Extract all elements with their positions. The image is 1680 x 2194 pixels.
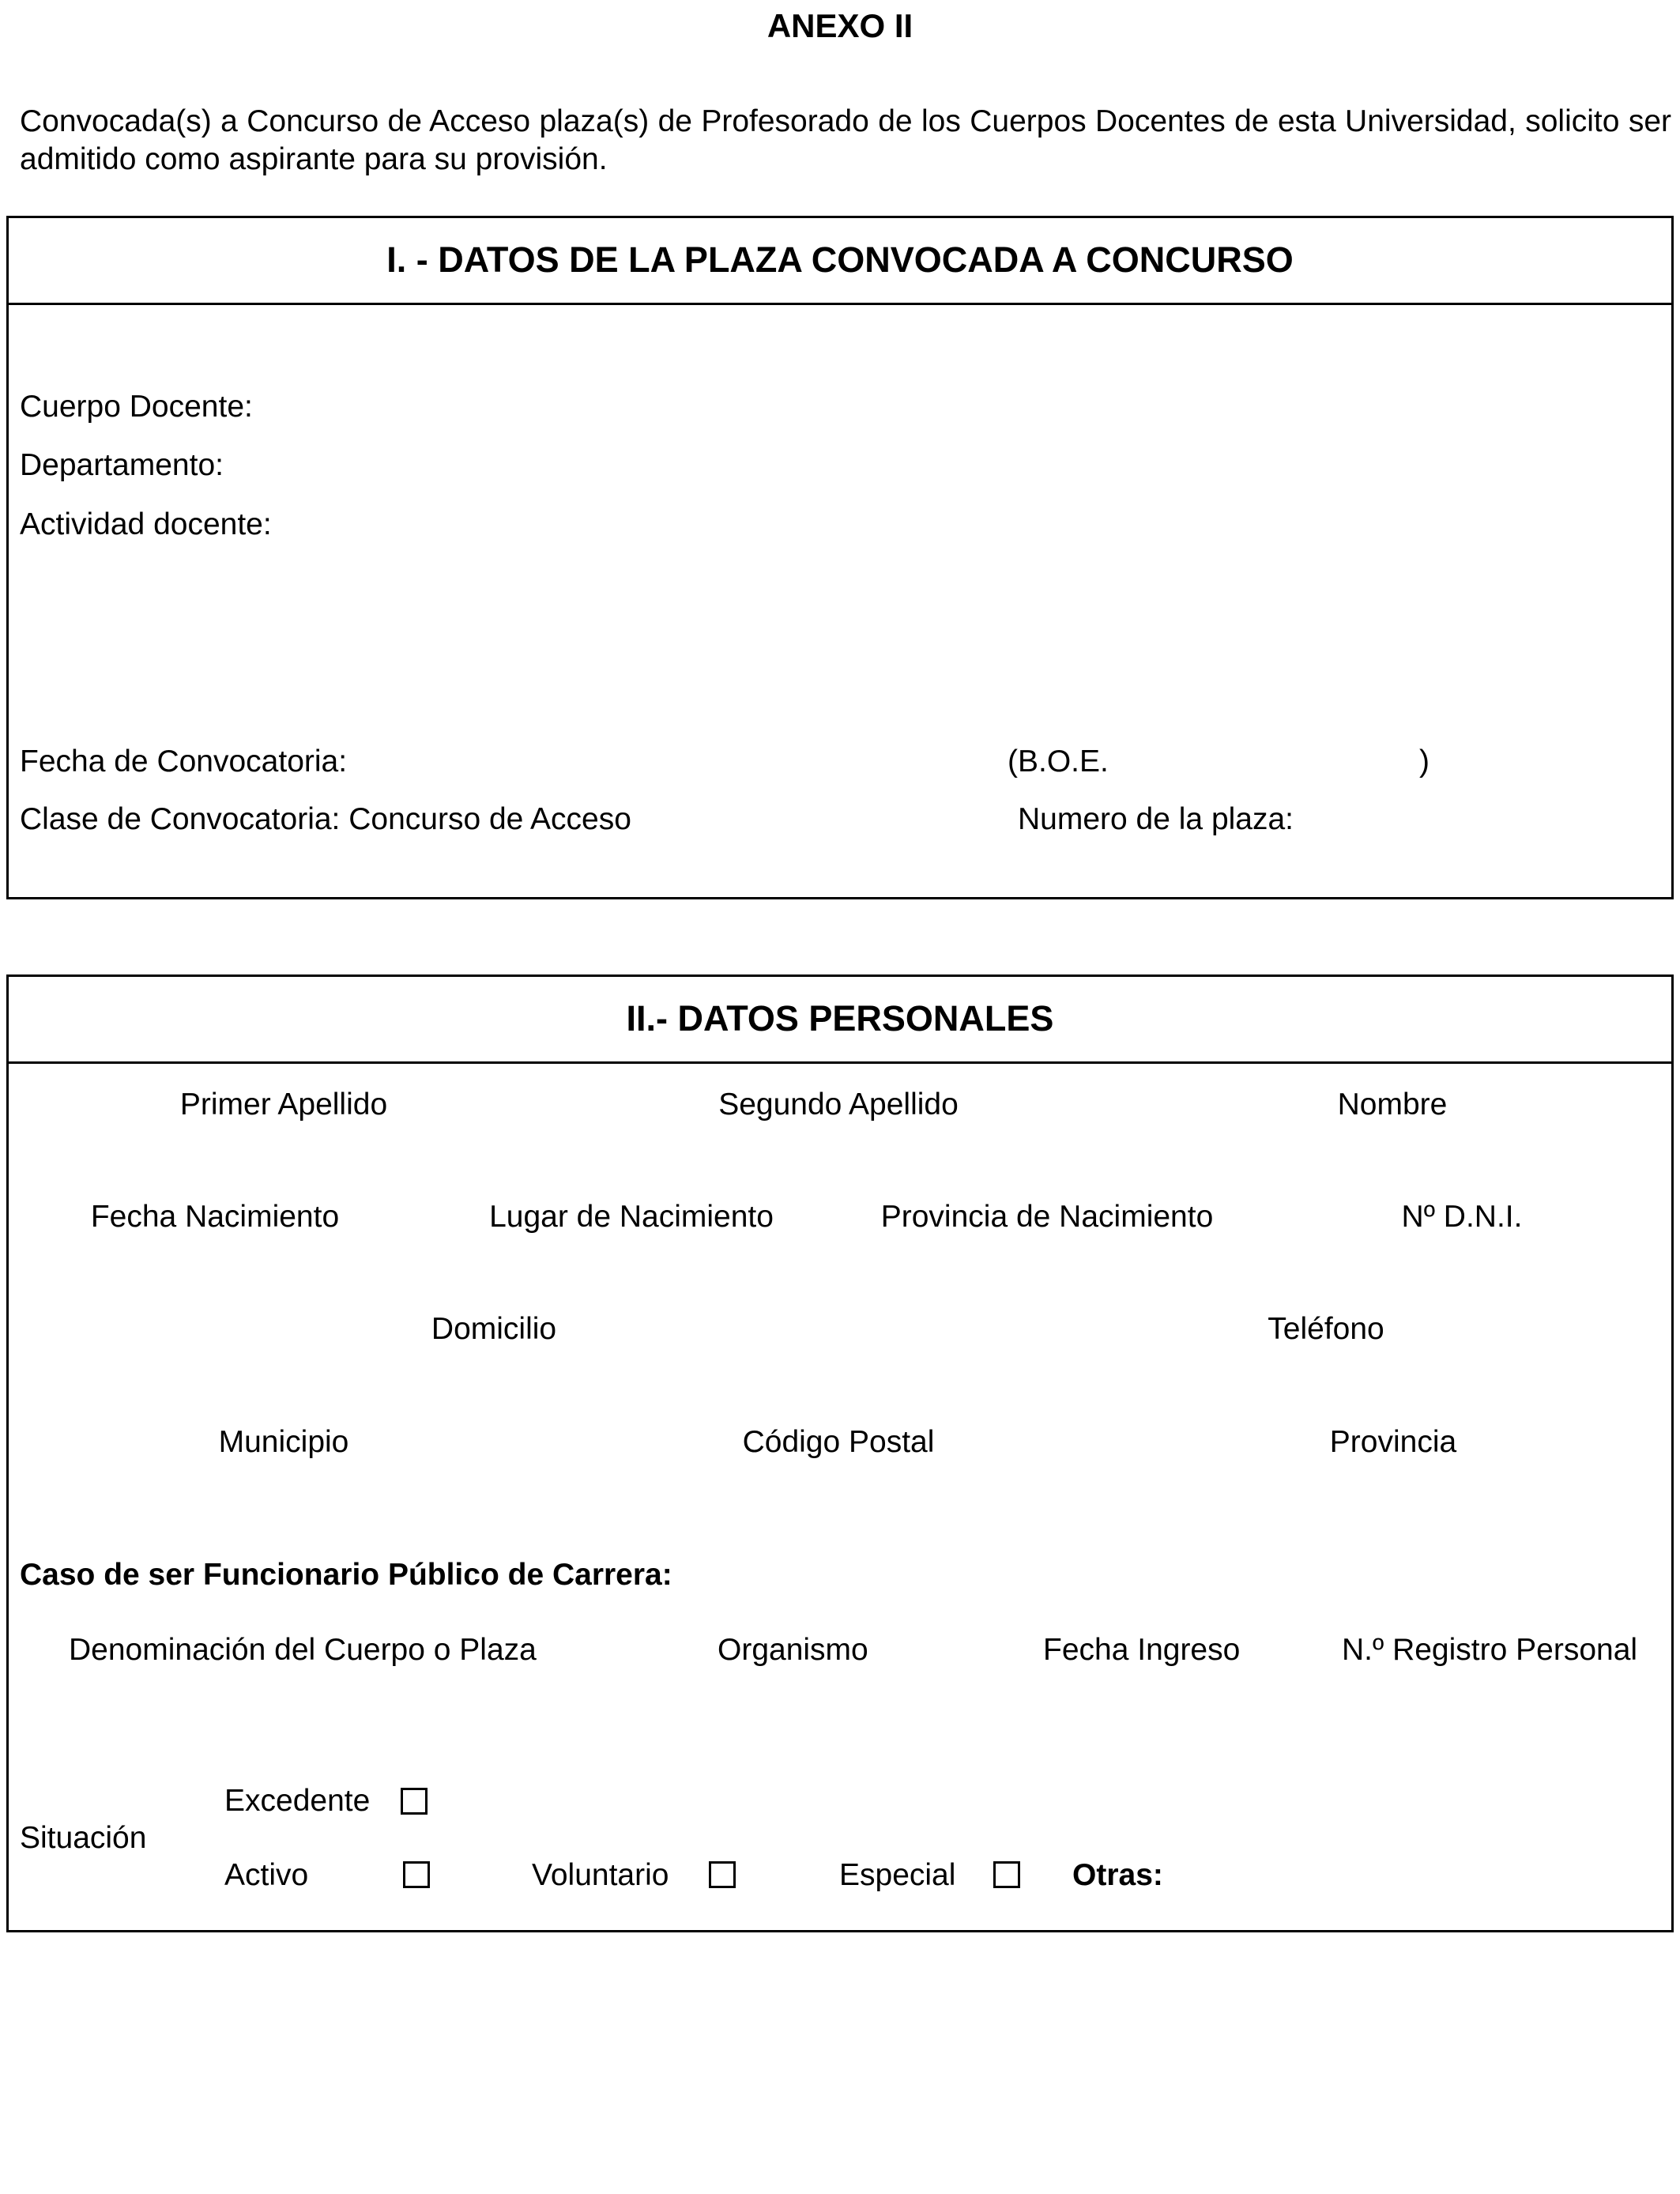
boe-close-paren: ) <box>1419 745 1430 778</box>
excedente-checkbox[interactable] <box>401 1788 428 1815</box>
municipio-label: Municipio <box>218 1425 349 1459</box>
actividad-docente-label: Actividad docente: <box>20 507 272 541</box>
boe-label: (B.O.E. <box>1008 745 1109 778</box>
dni-label: Nº D.N.I. <box>1401 1200 1523 1234</box>
departamento-label: Departamento: <box>20 448 224 482</box>
fecha-nacimiento-label: Fecha Nacimiento <box>90 1200 340 1234</box>
activo-label: Activo <box>224 1858 309 1892</box>
section-plaza-divider <box>6 303 1674 305</box>
funcionario-heading: Caso de ser Funcionario Público de Carrera: <box>20 1558 672 1592</box>
section-plaza-heading: I. - DATOS DE LA PLAZA CONVOCADA A CONCURSO <box>386 239 1294 280</box>
nombre-label: Nombre <box>1337 1088 1448 1122</box>
excedente-label: Excedente <box>224 1784 371 1818</box>
section-personales-heading: II.- DATOS PERSONALES <box>626 998 1054 1039</box>
primer-apellido-label: Primer Apellido <box>179 1088 388 1122</box>
domicilio-label: Domicilio <box>431 1312 557 1346</box>
section-personales-divider <box>6 1061 1674 1064</box>
intro-paragraph: Convocada(s) a Concurso de Acceso plaza(s) de Profesorado de los Cuerpos Docentes de esta Universidad, solicito ser admitido como aspirante para su provisión. <box>20 104 1671 176</box>
clase-convocatoria-label: Clase de Convocatoria: Concurso de Acceso <box>20 802 631 836</box>
organismo-label: Organismo <box>718 1633 868 1667</box>
provincia-label: Provincia <box>1329 1425 1457 1459</box>
activo-checkbox[interactable] <box>403 1861 430 1888</box>
especial-label: Especial <box>839 1858 956 1892</box>
cuerpo-docente-label: Cuerpo Docente: <box>20 390 253 424</box>
situacion-label: Situación <box>20 1821 147 1855</box>
otras-label: Otras: <box>1072 1858 1163 1892</box>
telefono-label: Teléfono <box>1268 1312 1384 1346</box>
fecha-convocatoria-label: Fecha de Convocatoria: <box>20 745 348 778</box>
codigo-postal-label: Código Postal <box>742 1425 935 1459</box>
especial-checkbox[interactable] <box>993 1861 1020 1888</box>
numero-plaza-label: Numero de la plaza: <box>1018 802 1294 836</box>
segundo-apellido-label: Segundo Apellido <box>718 1088 959 1122</box>
registro-personal-label: N.º Registro Personal <box>1342 1633 1638 1667</box>
denominacion-label: Denominación del Cuerpo o Plaza <box>69 1633 537 1667</box>
section-plaza-box <box>6 216 1674 899</box>
provincia-nacimiento-label: Provincia de Nacimiento <box>880 1200 1214 1234</box>
voluntario-checkbox[interactable] <box>709 1861 736 1888</box>
lugar-nacimiento-label: Lugar de Nacimiento <box>489 1200 774 1234</box>
page-title: ANEXO II <box>767 7 913 44</box>
fecha-ingreso-label: Fecha Ingreso <box>1043 1633 1241 1667</box>
voluntario-label: Voluntario <box>532 1858 669 1892</box>
